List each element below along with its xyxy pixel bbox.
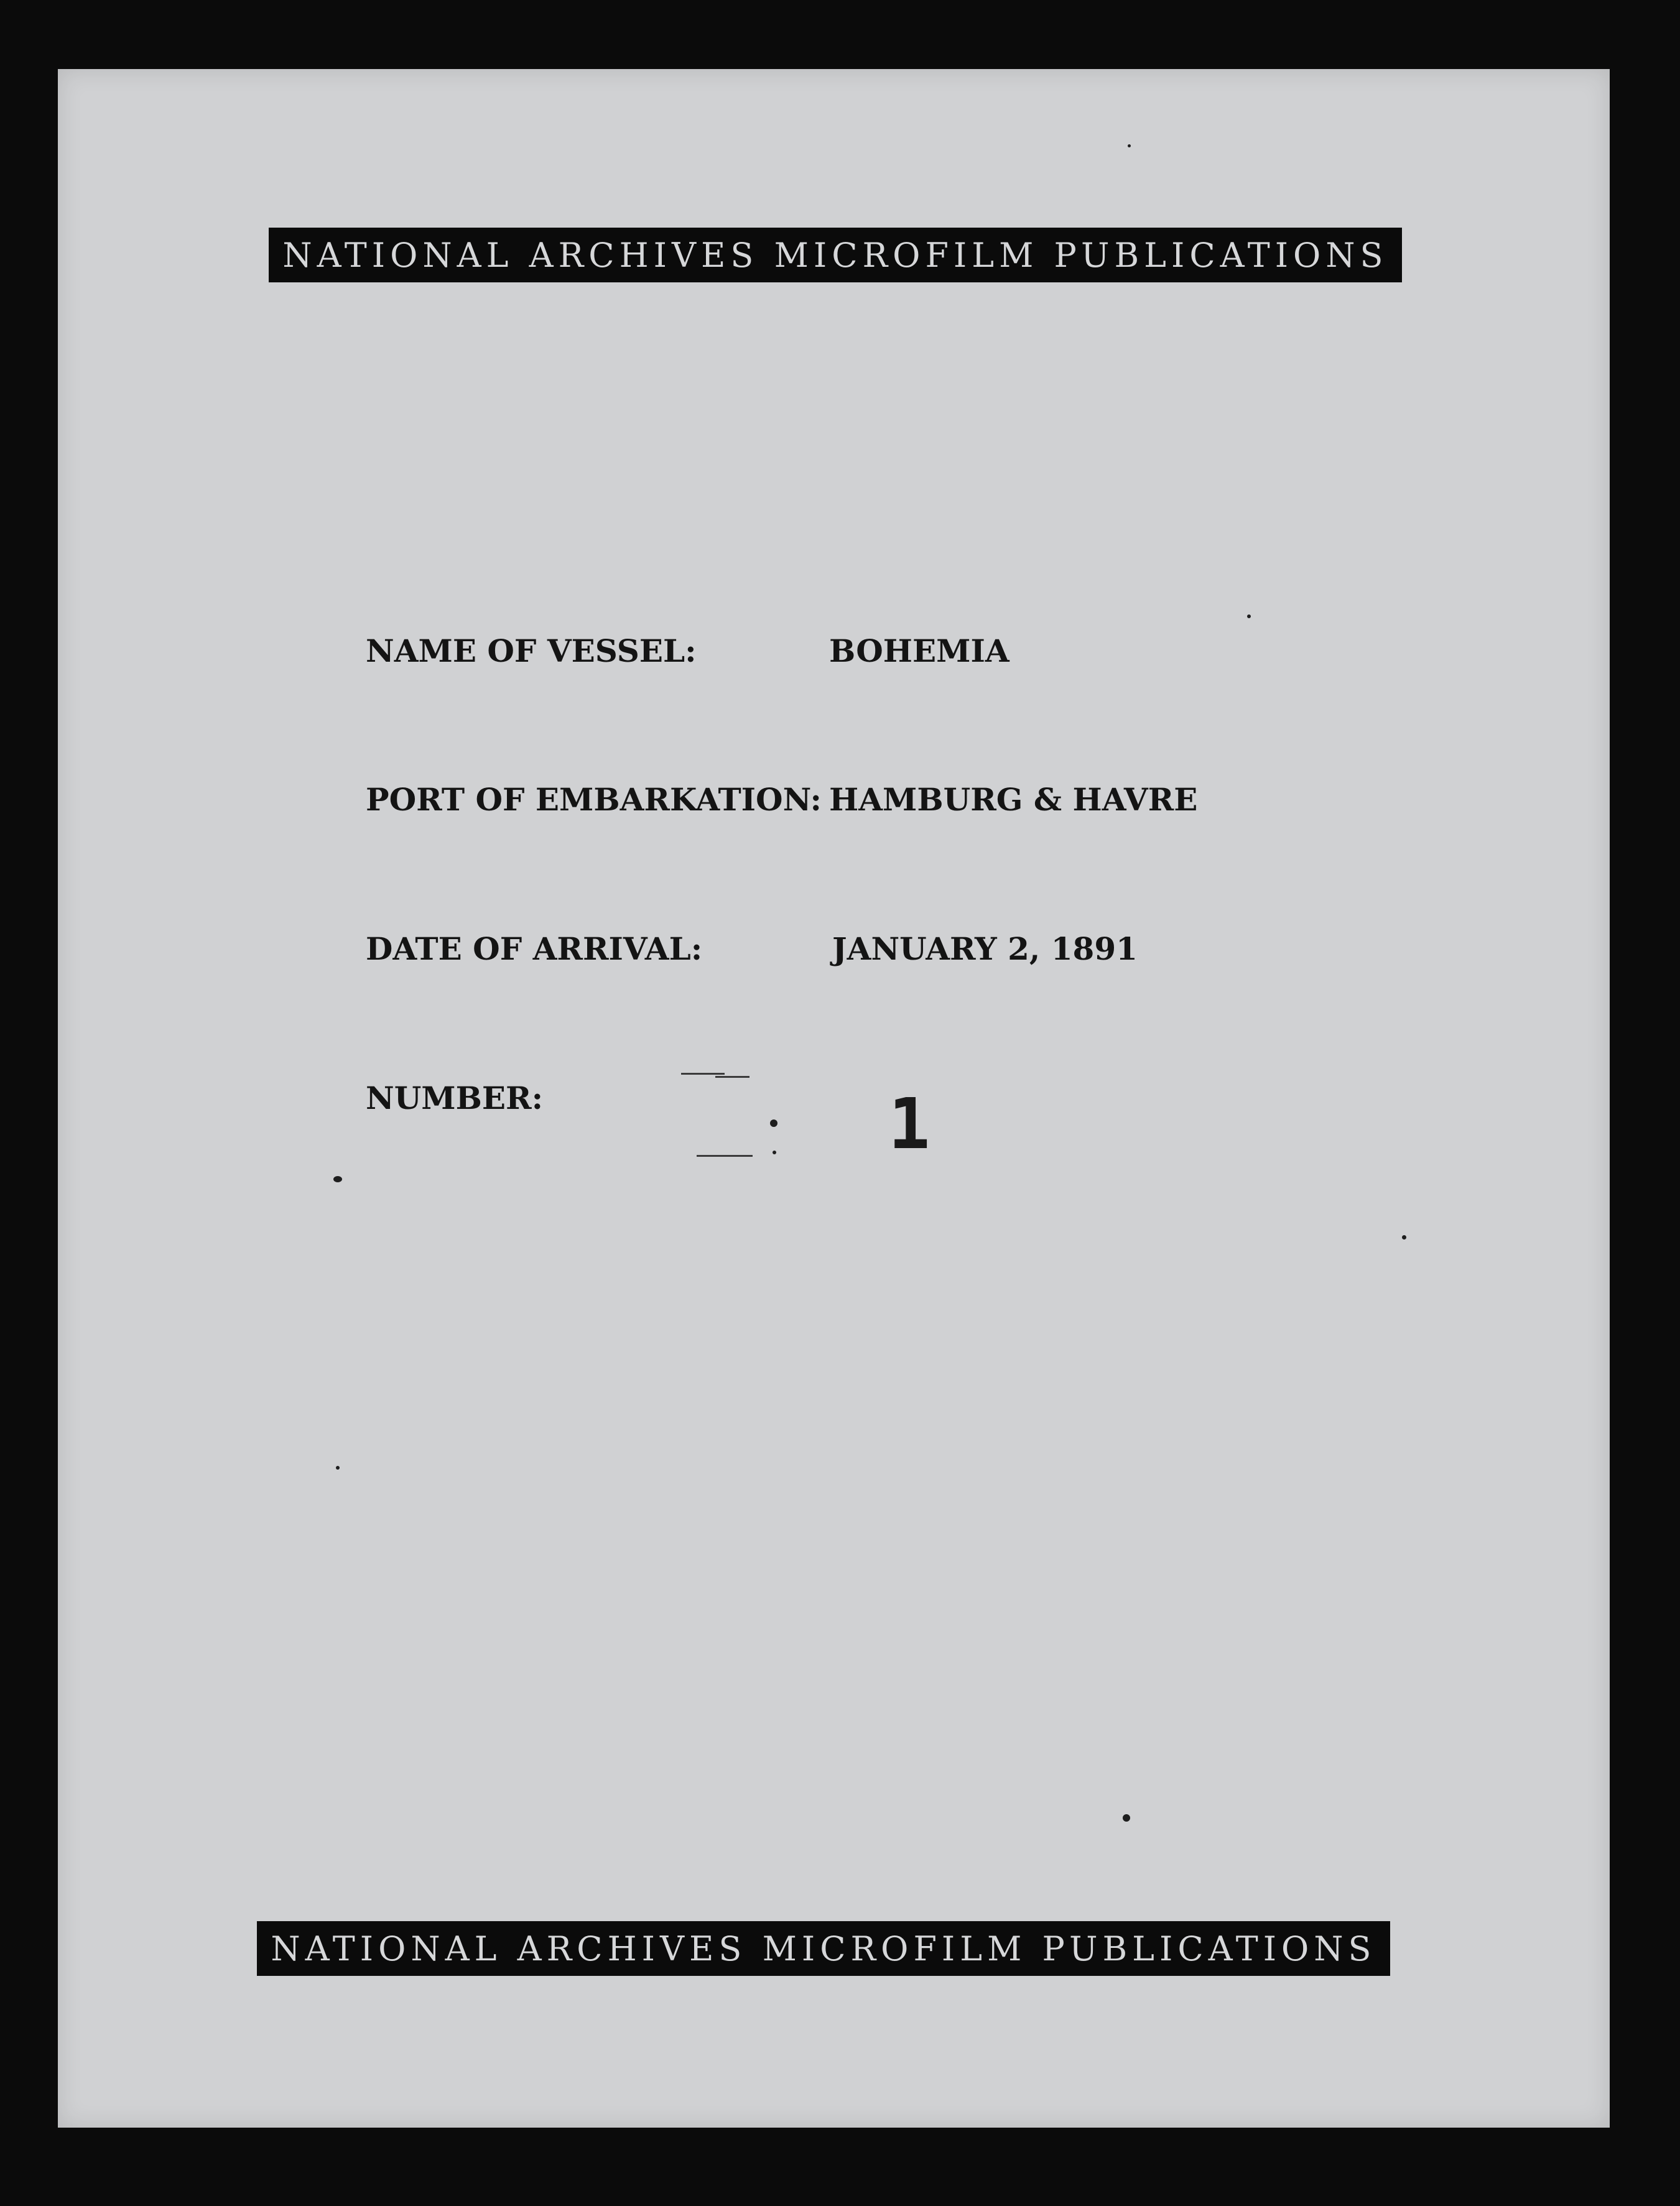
date-of-arrival-value: JANUARY 2, 1891	[832, 930, 1138, 967]
film-speck	[1128, 144, 1131, 147]
number-value: 1	[888, 1084, 930, 1165]
number-label: NUMBER:	[366, 1080, 544, 1116]
header-banner: NATIONAL ARCHIVES MICROFILM PUBLICATIONS	[269, 228, 1402, 282]
film-speck	[336, 1466, 340, 1470]
date-of-arrival-label: DATE OF ARRIVAL:	[366, 930, 703, 967]
film-speck	[333, 1176, 342, 1182]
film-speck	[773, 1151, 776, 1154]
port-of-embarkation-label: PORT OF EMBARKATION:	[366, 781, 822, 818]
vessel-name-value: BOHEMIA	[829, 633, 1009, 669]
film-speck	[770, 1119, 777, 1127]
footer-banner: NATIONAL ARCHIVES MICROFILM PUBLICATIONS	[257, 1921, 1390, 1976]
film-mark	[681, 1073, 725, 1075]
port-of-embarkation-value: HAMBURG & HAVRE	[829, 781, 1198, 818]
film-speck	[1123, 1814, 1130, 1822]
document-sheet	[58, 69, 1610, 2128]
film-speck	[1402, 1235, 1406, 1240]
film-mark	[697, 1155, 753, 1157]
vessel-name-label: NAME OF VESSEL:	[366, 633, 697, 669]
film-speck	[1247, 614, 1251, 618]
film-mark	[715, 1076, 750, 1078]
